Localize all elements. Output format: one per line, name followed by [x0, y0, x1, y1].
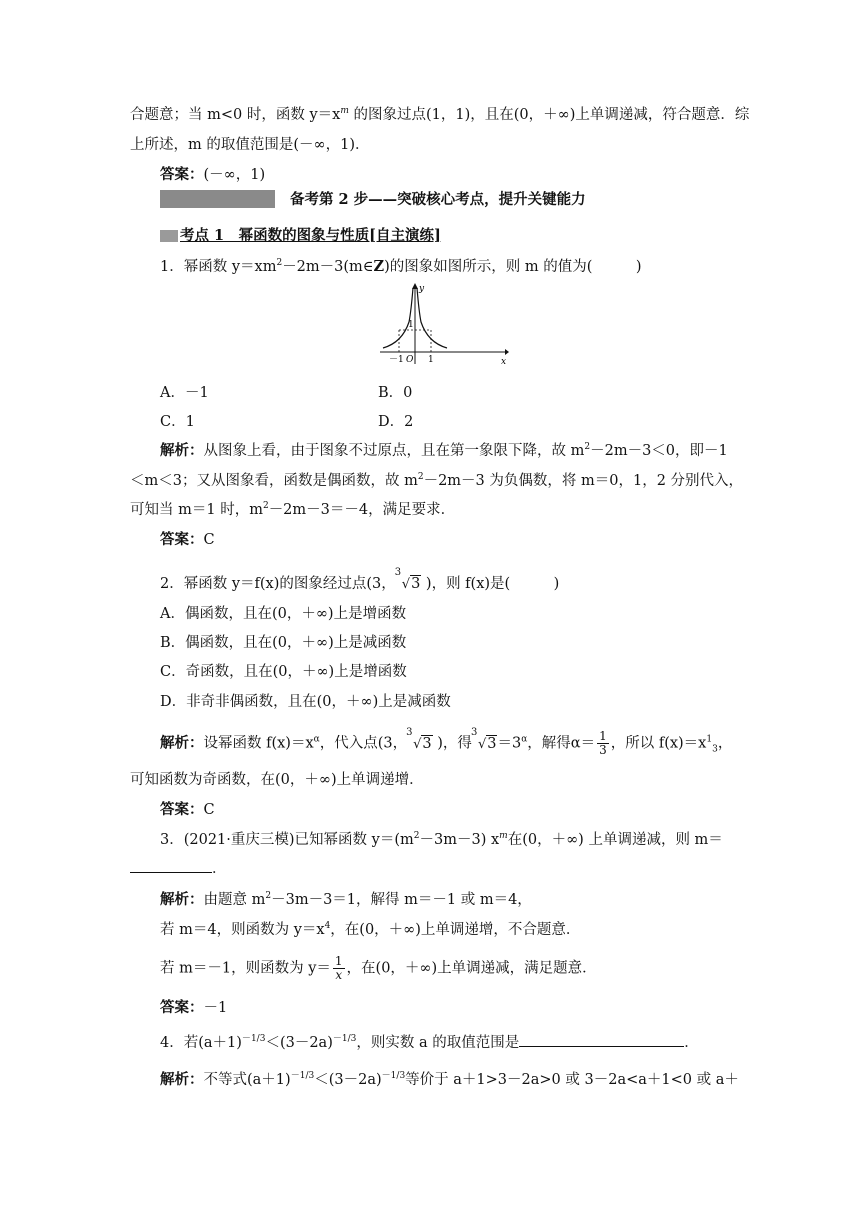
q2-option-a: A．偶函数，且在(0，＋∞)上是增函数 [160, 606, 407, 622]
cube-root: 3 √3 [406, 726, 432, 752]
option-c: C．1 [160, 414, 195, 430]
answer-line: 答案：(－∞，1) [160, 166, 266, 183]
tick-1: 1 [428, 355, 434, 365]
fraction-one-over-x: $\frac{1}{x}$ [334, 954, 343, 982]
q3-analysis: 解析：由题意 $m^2-3m-3=1$，解得 m＝－1 或 m＝4， [160, 891, 532, 908]
q3-analysis-l3: 若 m＝－1，则函数为 y＝ $\frac{1}{x}$ ，在(0，＋∞)上单调递减，满足题意． [160, 954, 597, 982]
answer-blank [519, 1032, 684, 1047]
section-banner-bar [160, 190, 275, 208]
q2-answer: 答案：C [160, 801, 215, 818]
text-line: 上所述，m 的取值范围是(－∞，1)． [130, 137, 370, 153]
q2-analysis: 解析：设幂函数 $f(x)=x^\alpha$，代入点(3， 3 √3 )，得 3 $√3=3^\alpha$，解得α＝ $\frac{1}{3}$ ，所以 $f(x)=x^1_3$， [160, 726, 733, 757]
q2-option-c: C．奇函数，且在(0，＋∞)上是增函数 [160, 664, 407, 680]
q2-analysis-l2: 可知函数为奇函数，在(0，＋∞)上单调递增． [130, 772, 424, 788]
q1-answer: 答案：C [160, 531, 215, 548]
point-marker-icon [160, 230, 178, 242]
text-line: 合题意；当 m<0 时，函数 $y=x^m$ 的图象过点(1，1)，且在(0，＋∞)上单调递减，符合题意．综 [130, 106, 750, 123]
q3-stem: 3．(2021·重庆三模)已知幂函数 $y=(m^2-3m-3)$ $x^m$在(0，＋∞) 上单调递减，则 m＝ [160, 831, 723, 848]
q3-blank-line: ． [130, 858, 227, 879]
q1-analysis: 解析：从图象上看，由于图象不过原点，且在第一象限下降，故 $m^2-2m-3<0$，即－1 [160, 442, 728, 459]
section-banner-text: 备考第 2 步——突破核心考点，提升关键能力 [290, 191, 586, 208]
q3-answer: 答案：－1 [160, 999, 228, 1016]
q3-analysis-l2: 若 m＝4，则函数为 $y=x^4$，在(0，＋∞)上单调递增，不合题意． [160, 921, 581, 938]
x-axis-label: x [501, 357, 507, 367]
fraction-one-third: $\frac{1}{3}$ [599, 729, 607, 757]
q1-analysis-l2: ＜m＜3；又从图象看，函数是偶函数，故 $m^2-2m-3$ 为负偶数，将 m＝0，1，2 分别代入， [130, 472, 744, 489]
q2-option-d: D．非奇非偶函数，且在(0，＋∞)上是减函数 [160, 694, 451, 710]
y-axis-label: y [419, 284, 425, 294]
answer-blank [130, 858, 212, 873]
q2-stem: 2．幂函数 y＝f(x)的图象经过点(3， 3 √3 )，则 f(x)是( ) [160, 574, 559, 595]
tick-neg1: －1 [389, 355, 404, 365]
power-function-graph [375, 282, 510, 367]
q2-option-b: B．偶函数，且在(0，＋∞)上是减函数 [160, 635, 407, 651]
origin-label: O [406, 355, 414, 365]
option-d: D．2 [378, 414, 414, 430]
q1-analysis-l3: 可知当 m＝1 时，$m^2-2m-3=-4$，满足要求． [130, 501, 456, 518]
tick-y1: 1 [408, 320, 414, 330]
cube-root: 3 √3 [394, 567, 421, 592]
q4-analysis: 解析：不等式$(a+1)^{-1/3}<(3-2a)^{-1/3}$等价于 a＋1>3－2a>0 或 3－2a<a＋1<0 或 a＋ [160, 1071, 739, 1088]
q4-stem: 4．若$(a+1)^{-1/3}<(3-2a)^{-1/3}$，则实数 a 的取值范围是 ． [160, 1032, 699, 1053]
option-b: B．0 [378, 385, 413, 401]
q1-stem: 1．幂函数 $y=xm^2-2m-3(m\in Z)$的图象如图所示，则 m 的值为( ) [160, 258, 642, 275]
cube-root: 3 √3 [470, 726, 497, 752]
option-a: A．－1 [160, 385, 209, 401]
point-title: 考点 1 幂函数的图象与性质[自主演练] [160, 226, 441, 246]
